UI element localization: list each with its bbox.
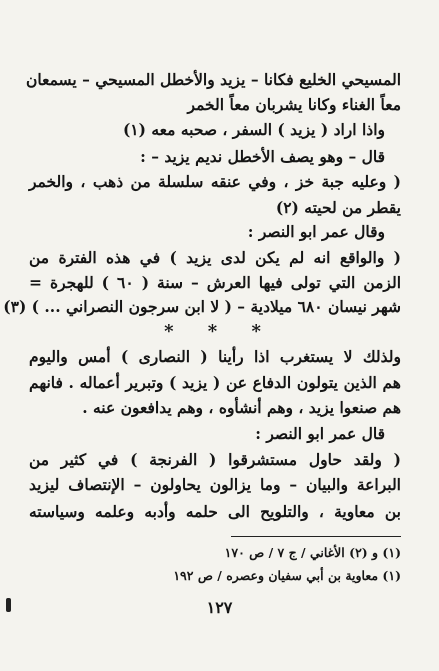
body-line-5: ( وعليه جبة خز ، وفي عنقه سلسلة من ذهب ، والخمر [29, 172, 401, 191]
body-line-7: وقال عمر ابو النصر : [247, 222, 385, 241]
footnote-2: (١) معاوية بن أبي سفيان وعصره / ص ١٩٢ [173, 568, 401, 583]
body-line-12: هم الذين يتولون الدفاع عن ( يزيد ) وتبرير أعماله . فانهم [29, 373, 401, 392]
body-line-6: يقطر من لحيته (٢) [275, 198, 401, 217]
body-line-1: المسيحي الخليع فكانا – يزيد والأخطل المسيحي – يسمعان [26, 70, 401, 89]
body-line-4: قال – وهو يصف الأخطل نديم يزيد – : [140, 147, 385, 166]
body-line-10: شهر نيسان ٦٨٠ ميلادية – ( لا ابن سرجون النصراني ... ) (٣) [3, 297, 401, 316]
body-line-14: قال عمر ابو النصر : [255, 424, 385, 443]
body-line-16: البراعة والبيان – وما يزالون يحاولون – الإنتصاف ليزيد [29, 475, 401, 494]
body-line-13: هم صنعوا يزيد ، وهم أنشأوه ، وهم يدافعون عنه . [82, 398, 401, 417]
footnote-rule [231, 536, 401, 537]
body-line-9: الزمن التي تولى فيها العرش – سنة ( ٦٠ ) للهجرة = [29, 273, 402, 292]
footnote-1: (١) و (٢) الأغاني / ج ٧ / ص ١٧٠ [224, 545, 401, 560]
section-separator: * * * [164, 321, 275, 342]
body-line-8: ( والواقع انه لم يكن لدى يزيد ) في هذه الفترة من [29, 248, 401, 267]
body-line-17: بن معاوية ، والتلويح الى حلمه وأدبه وعلمه وسياسته [29, 502, 401, 521]
body-line-2: معاً الغناء وكانا يشربان معاً الخمر [187, 95, 401, 114]
scan-edge-mark [6, 598, 11, 612]
body-line-15: ( ولقد حاول مستشرقوا ( الفرنجة ) في كثير من [29, 450, 401, 469]
body-line-3: واذا اراد ( يزيد ) السفر ، صحبه معه (١) [122, 120, 385, 139]
page-number: ١٢٧ [206, 598, 233, 617]
body-line-11: ولذلك لا يستغرب اذا رأينا ( النصارى ) أمس واليوم [29, 347, 401, 366]
